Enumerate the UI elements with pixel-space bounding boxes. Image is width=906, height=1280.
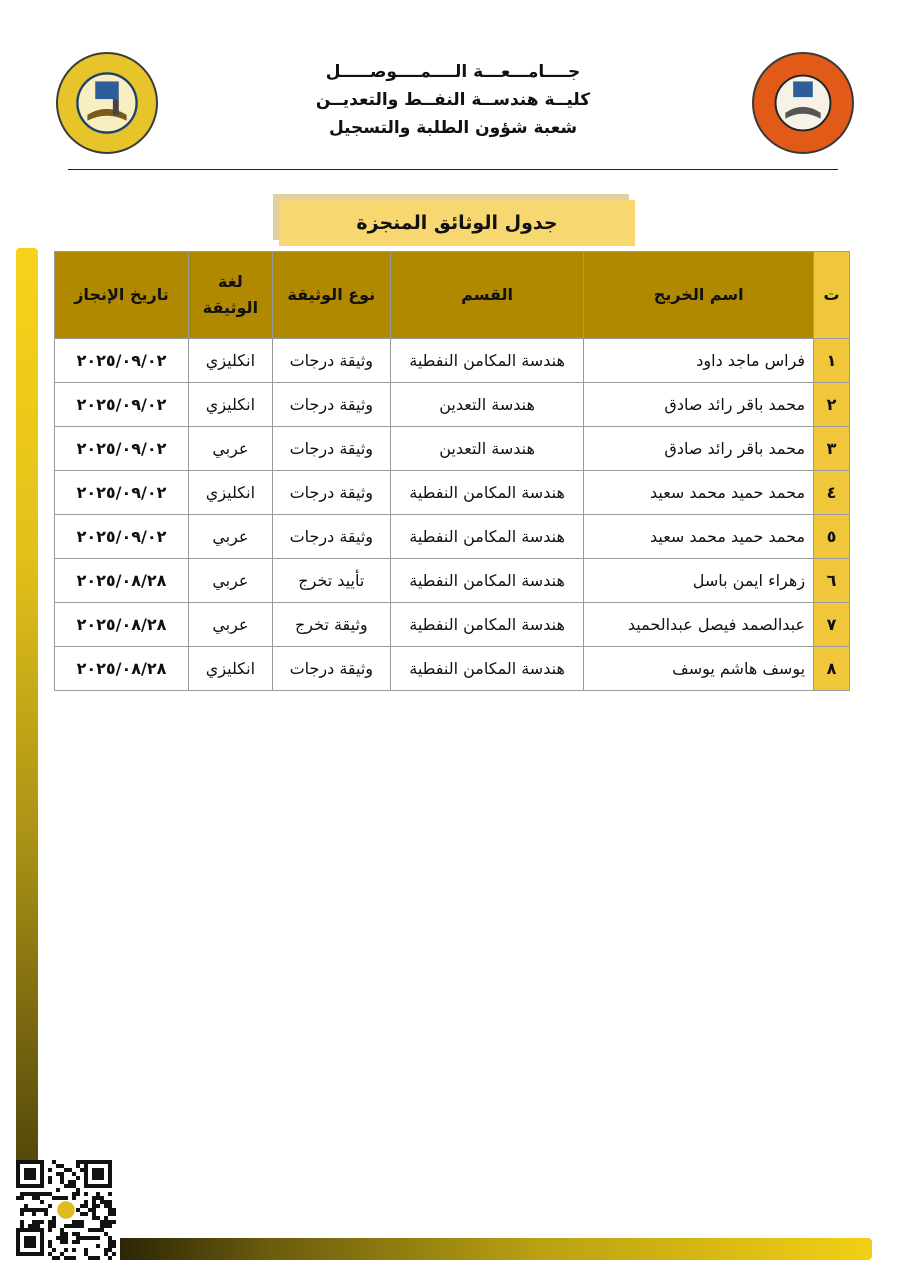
column-header-department: القسم — [390, 252, 584, 339]
graduate-name: محمد حميد محمد سعيد — [584, 471, 814, 515]
university-name: جــــامـــعـــة الــــمــــوصـــــل — [325, 62, 581, 82]
document-type: وثيقة درجات — [272, 515, 390, 559]
row-number: ٥ — [814, 515, 850, 559]
completion-date: ٢٠٢٥/٠٩/٠٢ — [55, 471, 189, 515]
decorative-bottom-bar — [120, 1238, 872, 1260]
table-row — [55, 603, 850, 647]
column-header-completion-date: تاريخ الإنجاز — [55, 252, 189, 339]
department: هندسة المكامن النفطية — [390, 471, 584, 515]
column-header-number: ت — [814, 252, 850, 339]
department: هندسة المكامن النفطية — [390, 603, 584, 647]
table-row — [55, 427, 850, 471]
completion-date: ٢٠٢٥/٠٩/٠٢ — [55, 383, 189, 427]
document-language: عربي — [188, 515, 272, 559]
document-language: عربي — [188, 559, 272, 603]
table-row — [55, 339, 850, 383]
row-number: ٧ — [814, 603, 850, 647]
table-header-row — [55, 252, 850, 339]
document-language: عربي — [188, 603, 272, 647]
table-row — [55, 559, 850, 603]
table-row — [55, 515, 850, 559]
table-row — [55, 647, 850, 691]
college-logo-icon — [56, 52, 158, 154]
department: هندسة المكامن النفطية — [390, 647, 584, 691]
document-type: وثيقة درجات — [272, 339, 390, 383]
department: هندسة التعدين — [390, 427, 584, 471]
completion-date: ٢٠٢٥/٠٨/٢٨ — [55, 603, 189, 647]
row-number: ٤ — [814, 471, 850, 515]
table-row — [55, 383, 850, 427]
graduate-name: عبدالصمد فيصل عبدالحميد — [584, 603, 814, 647]
university-logo-icon — [752, 52, 854, 154]
department: هندسة المكامن النفطية — [390, 559, 584, 603]
completion-date: ٢٠٢٥/٠٨/٢٨ — [55, 647, 189, 691]
document-type: وثيقة درجات — [272, 427, 390, 471]
row-number: ١ — [814, 339, 850, 383]
qr-code-icon[interactable] — [16, 1160, 116, 1260]
graduate-name: فراس ماجد داود — [584, 339, 814, 383]
graduate-name: محمد حميد محمد سعيد — [584, 515, 814, 559]
graduate-name: زهراء ايمن باسل — [584, 559, 814, 603]
header-text — [250, 58, 656, 142]
row-number: ٦ — [814, 559, 850, 603]
table-title: جدول الوثائق المنجزة — [279, 200, 635, 246]
document-language: انكليزي — [188, 471, 272, 515]
document-type: تأييد تخرج — [272, 559, 390, 603]
graduate-name: محمد باقر رائد صادق — [584, 383, 814, 427]
document-type: وثيقة درجات — [272, 383, 390, 427]
department: هندسة التعدين — [390, 383, 584, 427]
college-name: كليــة هندســة النفــط والتعديــن — [315, 90, 591, 110]
documents-table — [54, 251, 850, 691]
department: هندسة المكامن النفطية — [390, 339, 584, 383]
graduate-name: يوسف هاشم يوسف — [584, 647, 814, 691]
column-header-document-type: نوع الوثيقة — [272, 252, 390, 339]
graduate-name: محمد باقر رائد صادق — [584, 427, 814, 471]
document-language: انكليزي — [188, 339, 272, 383]
completion-date: ٢٠٢٥/٠٨/٢٨ — [55, 559, 189, 603]
row-number: ٣ — [814, 427, 850, 471]
document-language: انكليزي — [188, 647, 272, 691]
division-name: شعبة شؤون الطلبة والتسجيل — [328, 118, 578, 138]
column-header-name: اسم الخريج — [584, 252, 814, 339]
document-type: وثيقة درجات — [272, 471, 390, 515]
row-number: ٢ — [814, 383, 850, 427]
document-language: عربي — [188, 427, 272, 471]
completion-date: ٢٠٢٥/٠٩/٠٢ — [55, 427, 189, 471]
completion-date: ٢٠٢٥/٠٩/٠٢ — [55, 515, 189, 559]
document-language: انكليزي — [188, 383, 272, 427]
document-type: وثيقة تخرج — [272, 603, 390, 647]
row-number: ٨ — [814, 647, 850, 691]
department: هندسة المكامن النفطية — [390, 515, 584, 559]
completion-date: ٢٠٢٥/٠٩/٠٢ — [55, 339, 189, 383]
decorative-side-bar — [16, 248, 38, 1258]
document-type: وثيقة درجات — [272, 647, 390, 691]
table-row — [55, 471, 850, 515]
column-header-document-language: لغة الوثيقة — [188, 252, 272, 339]
header-divider — [68, 169, 838, 170]
